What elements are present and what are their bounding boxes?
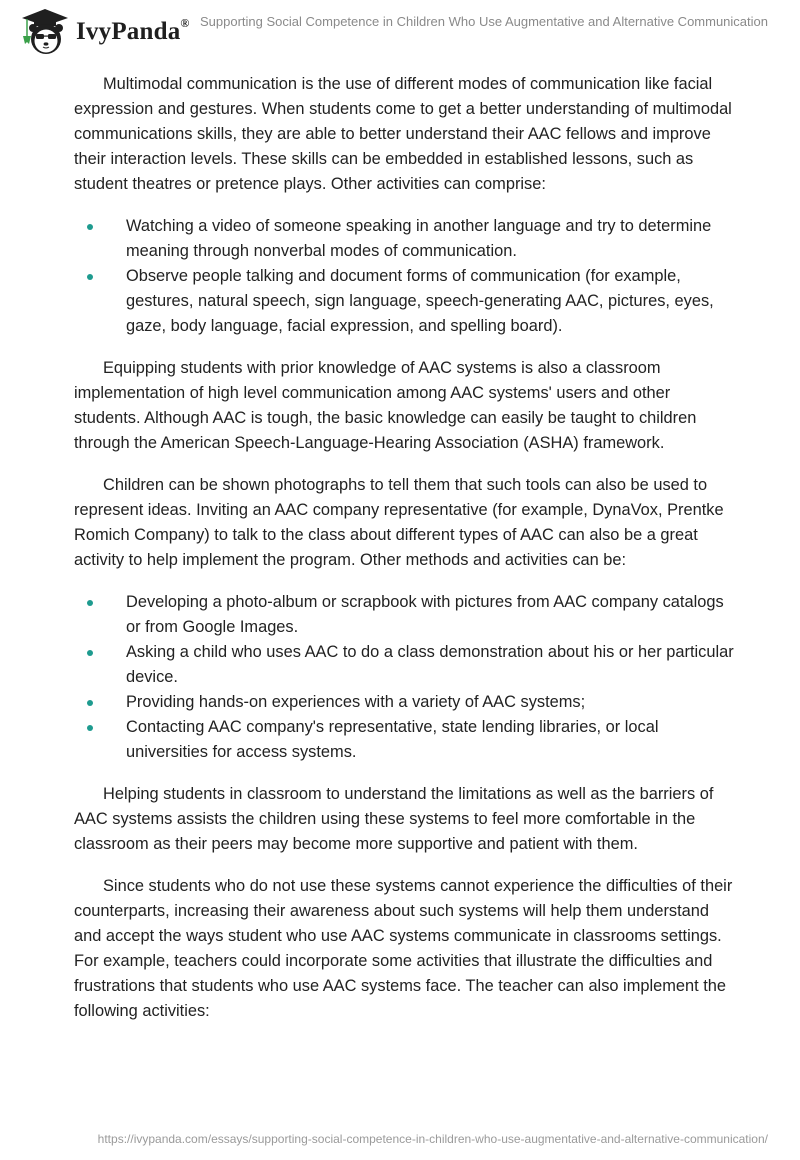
list-item (74, 640, 734, 690)
paragraph-awareness: Since students who do not use these systems cannot experience the difficulties of their counterparts, increasing their awareness about such systems will help them understand and accept the ways student who use AAC systems communicate in classrooms settings. For example, teachers could incorporate some activities that illustrate the difficulties and frustrations that students who use AAC systems face. The teacher can also implement the following activities: (74, 877, 733, 1020)
list-item (74, 264, 734, 339)
registered-mark: ® (180, 16, 190, 30)
bullet-icon (87, 600, 93, 606)
ivypanda-logo[interactable] (18, 6, 190, 58)
logo-text: IvyPanda (76, 18, 181, 45)
essay-body (74, 72, 734, 1041)
list-item (74, 715, 734, 765)
list-item-text: Observe people talking and document forms of communication (for example, gestures, natural speech, sign language, speech-generating AAC, pictures, eyes, gaze, body language, facial expression, and spelling board). (126, 267, 714, 335)
paragraph-limitations: Helping students in classroom to understand the limitations as well as the barriers of AAC systems assists the children using these systems to feel more comfortable in the classroom as their peers may become more supportive and patient with them. (74, 785, 714, 853)
document-title: Supporting Social Competence in Children Who Use Augmentative and Alternative Communication (200, 14, 768, 29)
bullet-icon (87, 650, 93, 656)
list-item (74, 590, 734, 640)
bullet-icon (87, 725, 93, 731)
paragraph-prior-knowledge: Equipping students with prior knowledge of AAC systems is also a classroom implementation of high level communication among AAC systems' users and other students. Although AAC is tough, the basic knowledge can easily be taught to children through the American Speech-Language-Hearing Association (ASHA) framework. (74, 359, 697, 452)
bullet-icon (87, 274, 93, 280)
bullet-icon (87, 700, 93, 706)
list-item-text: Providing hands-on experiences with a variety of AAC systems; (126, 693, 586, 711)
list-item-text: Asking a child who uses AAC to do a class demonstration about his or her particular device. (126, 643, 734, 686)
list-item-text: Developing a photo-album or scrapbook with pictures from AAC company catalogs or from Google Images. (126, 593, 724, 636)
list-item-text: Watching a video of someone speaking in another language and try to determine meaning through nonverbal modes of communication. (126, 217, 712, 260)
source-url[interactable]: https://ivypanda.com/essays/supporting-social-competence-in-children-who-use-augmentative-and-alternative-communication/ (97, 1132, 768, 1146)
activities-list-2 (74, 590, 734, 765)
list-item (74, 690, 734, 715)
paragraph-photographs: Children can be shown photographs to tell them that such tools can also be used to represent ideas. Inviting an AAC company representative (for example, DynaVox, Prentke Romich Company) to talk to the class about different types of AAC can also be a great activity to help implement the program. Other methods and activities can be: (74, 476, 724, 569)
list-item (74, 214, 734, 264)
logo-wordmark (76, 18, 190, 46)
paragraph-multimodal: Multimodal communication is the use of different modes of communication like facial expression and gestures. When students come to get a better understanding of multimodal communications skills, they are able to better understand their AAC fellows and improve their interaction levels. These skills can be embedded in established lessons, such as student theatres or pretence plays. Other activities can comprise: (74, 75, 732, 193)
list-item-text: Contacting AAC company's representative, state lending libraries, or local universities for access systems. (126, 718, 659, 761)
page-header (0, 0, 800, 60)
panda-graduate-icon (18, 6, 70, 58)
bullet-icon (87, 224, 93, 230)
activities-list-1 (74, 214, 734, 339)
